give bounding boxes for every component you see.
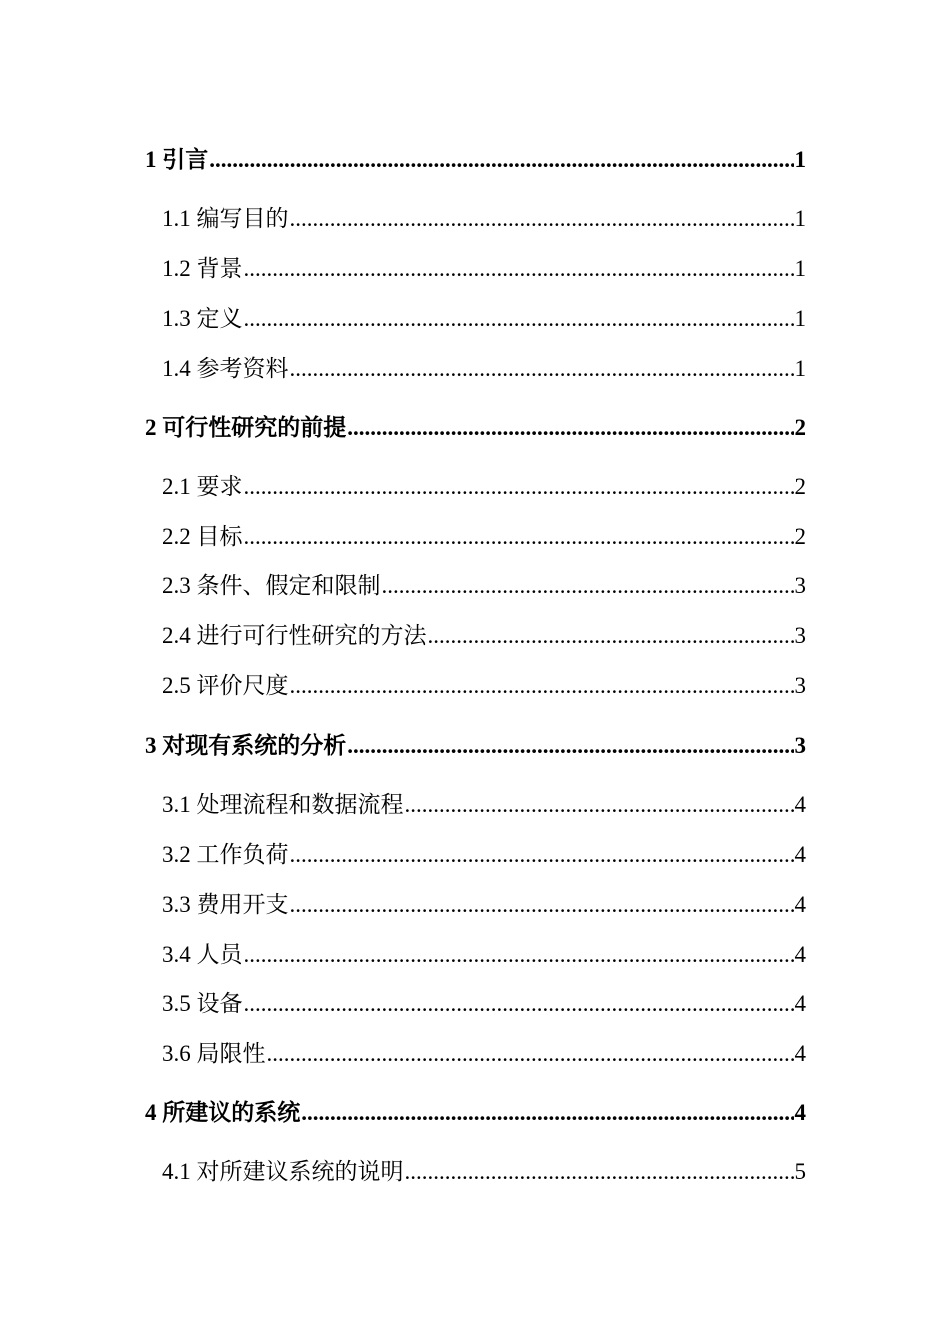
toc-entry-page: 5 (794, 1159, 806, 1184)
toc-dot-leader (244, 472, 794, 502)
toc-dot-leader (244, 304, 794, 334)
toc-entry-title: 4 所建议的系统 (145, 1100, 301, 1125)
toc-entry-page: 1 (794, 306, 806, 331)
toc-dot-leader (267, 1039, 794, 1069)
toc-entry-1-2[interactable] (162, 254, 806, 284)
toc-entry-3-1[interactable] (162, 790, 806, 820)
toc-entry-page: 3 (794, 623, 806, 648)
toc-entry-page: 2 (794, 524, 806, 549)
toc-entry-2[interactable] (145, 413, 806, 443)
toc-entry-1-4[interactable] (162, 354, 806, 384)
toc-entry-title: 3.4 人员 (162, 942, 243, 967)
toc-entry-4[interactable] (145, 1098, 806, 1128)
toc-dot-leader (244, 940, 794, 970)
toc-dot-leader (244, 989, 794, 1019)
toc-entry-page: 3 (794, 673, 806, 698)
toc-entry-title: 1 引言 (145, 147, 209, 172)
toc-entry-title: 3.3 费用开支 (162, 892, 289, 917)
toc-dot-leader (290, 204, 794, 234)
toc-entry-page: 1 (794, 256, 806, 281)
toc-entry-title: 4.1 对所建议系统的说明 (162, 1159, 404, 1184)
toc-entry-title: 3.1 处理流程和数据流程 (162, 792, 404, 817)
toc-entry-title: 3.5 设备 (162, 991, 243, 1016)
toc-entry-page: 4 (794, 942, 806, 967)
toc-entry-title: 2.3 条件、假定和限制 (162, 573, 381, 598)
toc-dot-leader (290, 354, 794, 384)
toc-dot-leader (405, 1157, 794, 1187)
toc-entry-2-2[interactable] (162, 522, 806, 552)
toc-dot-leader (382, 571, 794, 601)
toc-dot-leader (290, 671, 794, 701)
toc-entry-4-1[interactable] (162, 1157, 806, 1187)
toc-entry-1-1[interactable] (162, 204, 806, 234)
toc-entry-title: 2.1 要求 (162, 474, 243, 499)
toc-entry-page: 3 (794, 733, 806, 758)
toc-entry-page: 4 (794, 991, 806, 1016)
toc-entry-page: 4 (794, 792, 806, 817)
toc-entry-title: 2.5 评价尺度 (162, 673, 289, 698)
toc-dot-leader (209, 145, 793, 175)
toc-entry-page: 1 (794, 147, 806, 172)
toc-entry-title: 2.2 目标 (162, 524, 243, 549)
toc-entry-title: 2 可行性研究的前提 (145, 415, 347, 440)
toc-entry-title: 3.2 工作负荷 (162, 842, 289, 867)
toc-entry-3[interactable] (145, 731, 806, 761)
toc-entry-title: 1.1 编写目的 (162, 206, 289, 231)
toc-dot-leader (428, 621, 794, 651)
toc-entry-1-3[interactable] (162, 304, 806, 334)
toc-entry-3-5[interactable] (162, 989, 806, 1019)
toc-entry-title: 3 对现有系统的分析 (145, 733, 347, 758)
toc-dot-leader (290, 840, 794, 870)
toc-entry-page: 4 (794, 1041, 806, 1066)
toc-dot-leader (347, 731, 793, 761)
toc-entry-page: 2 (794, 415, 806, 440)
toc-entry-title: 2.4 进行可行性研究的方法 (162, 623, 427, 648)
toc-entry-title: 1.4 参考资料 (162, 356, 289, 381)
toc-dot-leader (301, 1098, 793, 1128)
toc-entry-2-1[interactable] (162, 472, 806, 502)
toc-entry-title: 1.3 定义 (162, 306, 243, 331)
toc-entry-page: 3 (794, 573, 806, 598)
toc-entry-3-6[interactable] (162, 1039, 806, 1069)
toc-entry-3-3[interactable] (162, 890, 806, 920)
toc-dot-leader (405, 790, 794, 820)
toc-entry-2-5[interactable] (162, 671, 806, 701)
toc-entry-3-2[interactable] (162, 840, 806, 870)
toc-entry-3-4[interactable] (162, 940, 806, 970)
toc-entry-2-4[interactable] (162, 621, 806, 651)
toc-entry-page: 4 (794, 1100, 806, 1125)
toc-entry-2-3[interactable] (162, 571, 806, 601)
toc-entry-title: 3.6 局限性 (162, 1041, 266, 1066)
toc-dot-leader (244, 254, 794, 284)
toc-entry-page: 1 (794, 206, 806, 231)
toc-dot-leader (347, 413, 793, 443)
toc-dot-leader (244, 522, 794, 552)
toc-entry-page: 1 (794, 356, 806, 381)
toc-entry-title: 1.2 背景 (162, 256, 243, 281)
toc-entry-1[interactable] (145, 145, 806, 175)
toc-dot-leader (290, 890, 794, 920)
toc-entry-page: 4 (794, 892, 806, 917)
toc-entry-page: 2 (794, 474, 806, 499)
toc-entry-page: 4 (794, 842, 806, 867)
